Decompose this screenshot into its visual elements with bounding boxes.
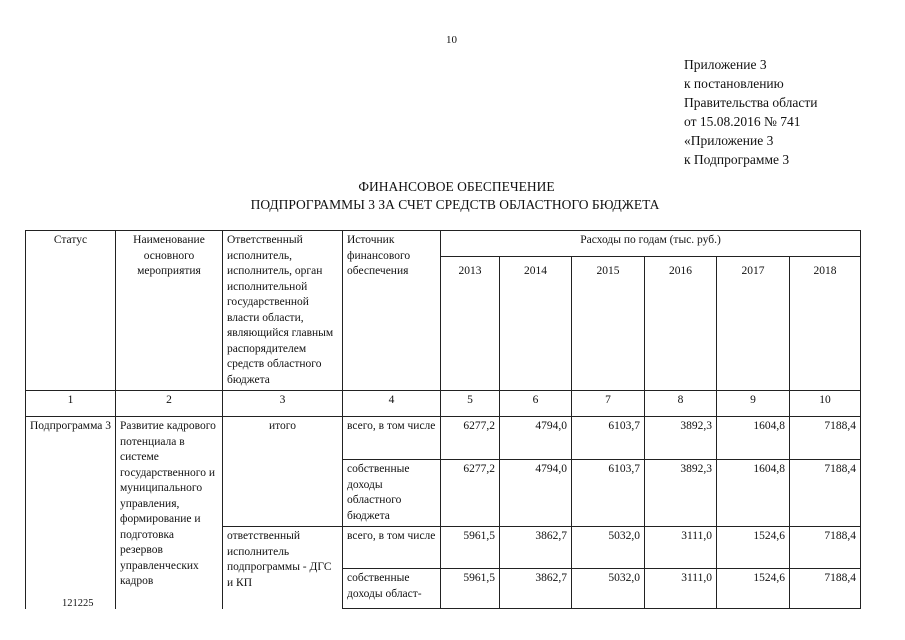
activity-cell: Развитие кадрового потенциала в системе государственного и муниципального управления, формирование и подготовка резервов управленческих кадров bbox=[116, 417, 223, 609]
column-number: 3 bbox=[223, 391, 343, 417]
value-cell: 4794,0 bbox=[500, 460, 572, 527]
header-status: Статус bbox=[26, 231, 116, 391]
value-cell: 6103,7 bbox=[572, 460, 645, 527]
value-cell: 1524,6 bbox=[717, 569, 790, 609]
source-cell: собственные доходы област- bbox=[343, 569, 441, 609]
executor-cell: ответственный исполнитель подпрограммы - ДГС и КП bbox=[223, 527, 343, 609]
appendix-line: к постановлению bbox=[684, 76, 784, 91]
column-number: 7 bbox=[572, 391, 645, 417]
column-number-row bbox=[26, 391, 861, 417]
column-number: 1 bbox=[26, 391, 116, 417]
header-year: 2016 bbox=[645, 257, 717, 391]
header-activity-name: Наименование основного мероприятия bbox=[116, 231, 223, 391]
value-cell: 1604,8 bbox=[717, 417, 790, 460]
appendix-line: «Приложение 3 bbox=[684, 133, 774, 148]
header-funding-source: Источник финансового обеспечения bbox=[343, 231, 441, 391]
column-number: 5 bbox=[441, 391, 500, 417]
value-cell: 6277,2 bbox=[441, 460, 500, 527]
appendix-line: Правительства области bbox=[684, 95, 818, 110]
value-cell: 6103,7 bbox=[572, 417, 645, 460]
column-number: 9 bbox=[717, 391, 790, 417]
value-cell: 3862,7 bbox=[500, 527, 572, 569]
appendix-line: от 15.08.2016 № 741 bbox=[684, 114, 801, 129]
appendix-line: к Подпрограмме 3 bbox=[684, 152, 790, 167]
column-number: 4 bbox=[343, 391, 441, 417]
footer-code: 121225 bbox=[62, 598, 94, 609]
value-cell: 5032,0 bbox=[572, 569, 645, 609]
value-cell: 5961,5 bbox=[441, 569, 500, 609]
table-row bbox=[26, 417, 861, 460]
value-cell: 1604,8 bbox=[717, 460, 790, 527]
header-expenses: Расходы по годам (тыс. руб.) bbox=[441, 231, 861, 257]
header-year: 2013 bbox=[441, 257, 500, 391]
status-cell: Подпрограмма 3 bbox=[26, 417, 116, 609]
value-cell: 7188,4 bbox=[790, 527, 861, 569]
appendix-line: Приложение 3 bbox=[684, 57, 767, 72]
budget-table bbox=[25, 230, 861, 609]
source-cell: собственные доходы областного бюджета bbox=[343, 460, 441, 527]
value-cell: 5961,5 bbox=[441, 527, 500, 569]
appendix-block bbox=[684, 55, 817, 169]
header-year: 2018 bbox=[790, 257, 861, 391]
value-cell: 3892,3 bbox=[645, 460, 717, 527]
source-cell: всего, в том числе bbox=[343, 417, 441, 460]
header-year: 2014 bbox=[500, 257, 572, 391]
value-cell: 5032,0 bbox=[572, 527, 645, 569]
value-cell: 3111,0 bbox=[645, 527, 717, 569]
title-line-2: ПОДПРОГРАММЫ 3 ЗА СЧЕТ СРЕДСТВ ОБЛАСТНОГО БЮДЖЕТА bbox=[250, 197, 660, 212]
value-cell: 3892,3 bbox=[645, 417, 717, 460]
executor-cell: итого bbox=[223, 417, 343, 527]
page-number: 10 bbox=[446, 34, 457, 46]
title-line-1: ФИНАНСОВОЕ ОБЕСПЕЧЕНИЕ bbox=[358, 179, 555, 194]
column-number: 6 bbox=[500, 391, 572, 417]
value-cell: 4794,0 bbox=[500, 417, 572, 460]
value-cell: 3862,7 bbox=[500, 569, 572, 609]
header-executor: Ответственный исполнитель, исполнитель, орган исполнительной государственной власти области, являющийся главным распорядителем средств областного бюджета bbox=[223, 231, 343, 391]
column-number: 2 bbox=[116, 391, 223, 417]
value-cell: 6277,2 bbox=[441, 417, 500, 460]
source-cell: всего, в том числе bbox=[343, 527, 441, 569]
value-cell: 3111,0 bbox=[645, 569, 717, 609]
header-row bbox=[26, 231, 861, 257]
column-number: 10 bbox=[790, 391, 861, 417]
value-cell: 7188,4 bbox=[790, 569, 861, 609]
header-year: 2015 bbox=[572, 257, 645, 391]
document-title bbox=[0, 178, 905, 214]
column-number: 8 bbox=[645, 391, 717, 417]
value-cell: 1524,6 bbox=[717, 527, 790, 569]
value-cell: 7188,4 bbox=[790, 460, 861, 527]
value-cell: 7188,4 bbox=[790, 417, 861, 460]
header-year: 2017 bbox=[717, 257, 790, 391]
